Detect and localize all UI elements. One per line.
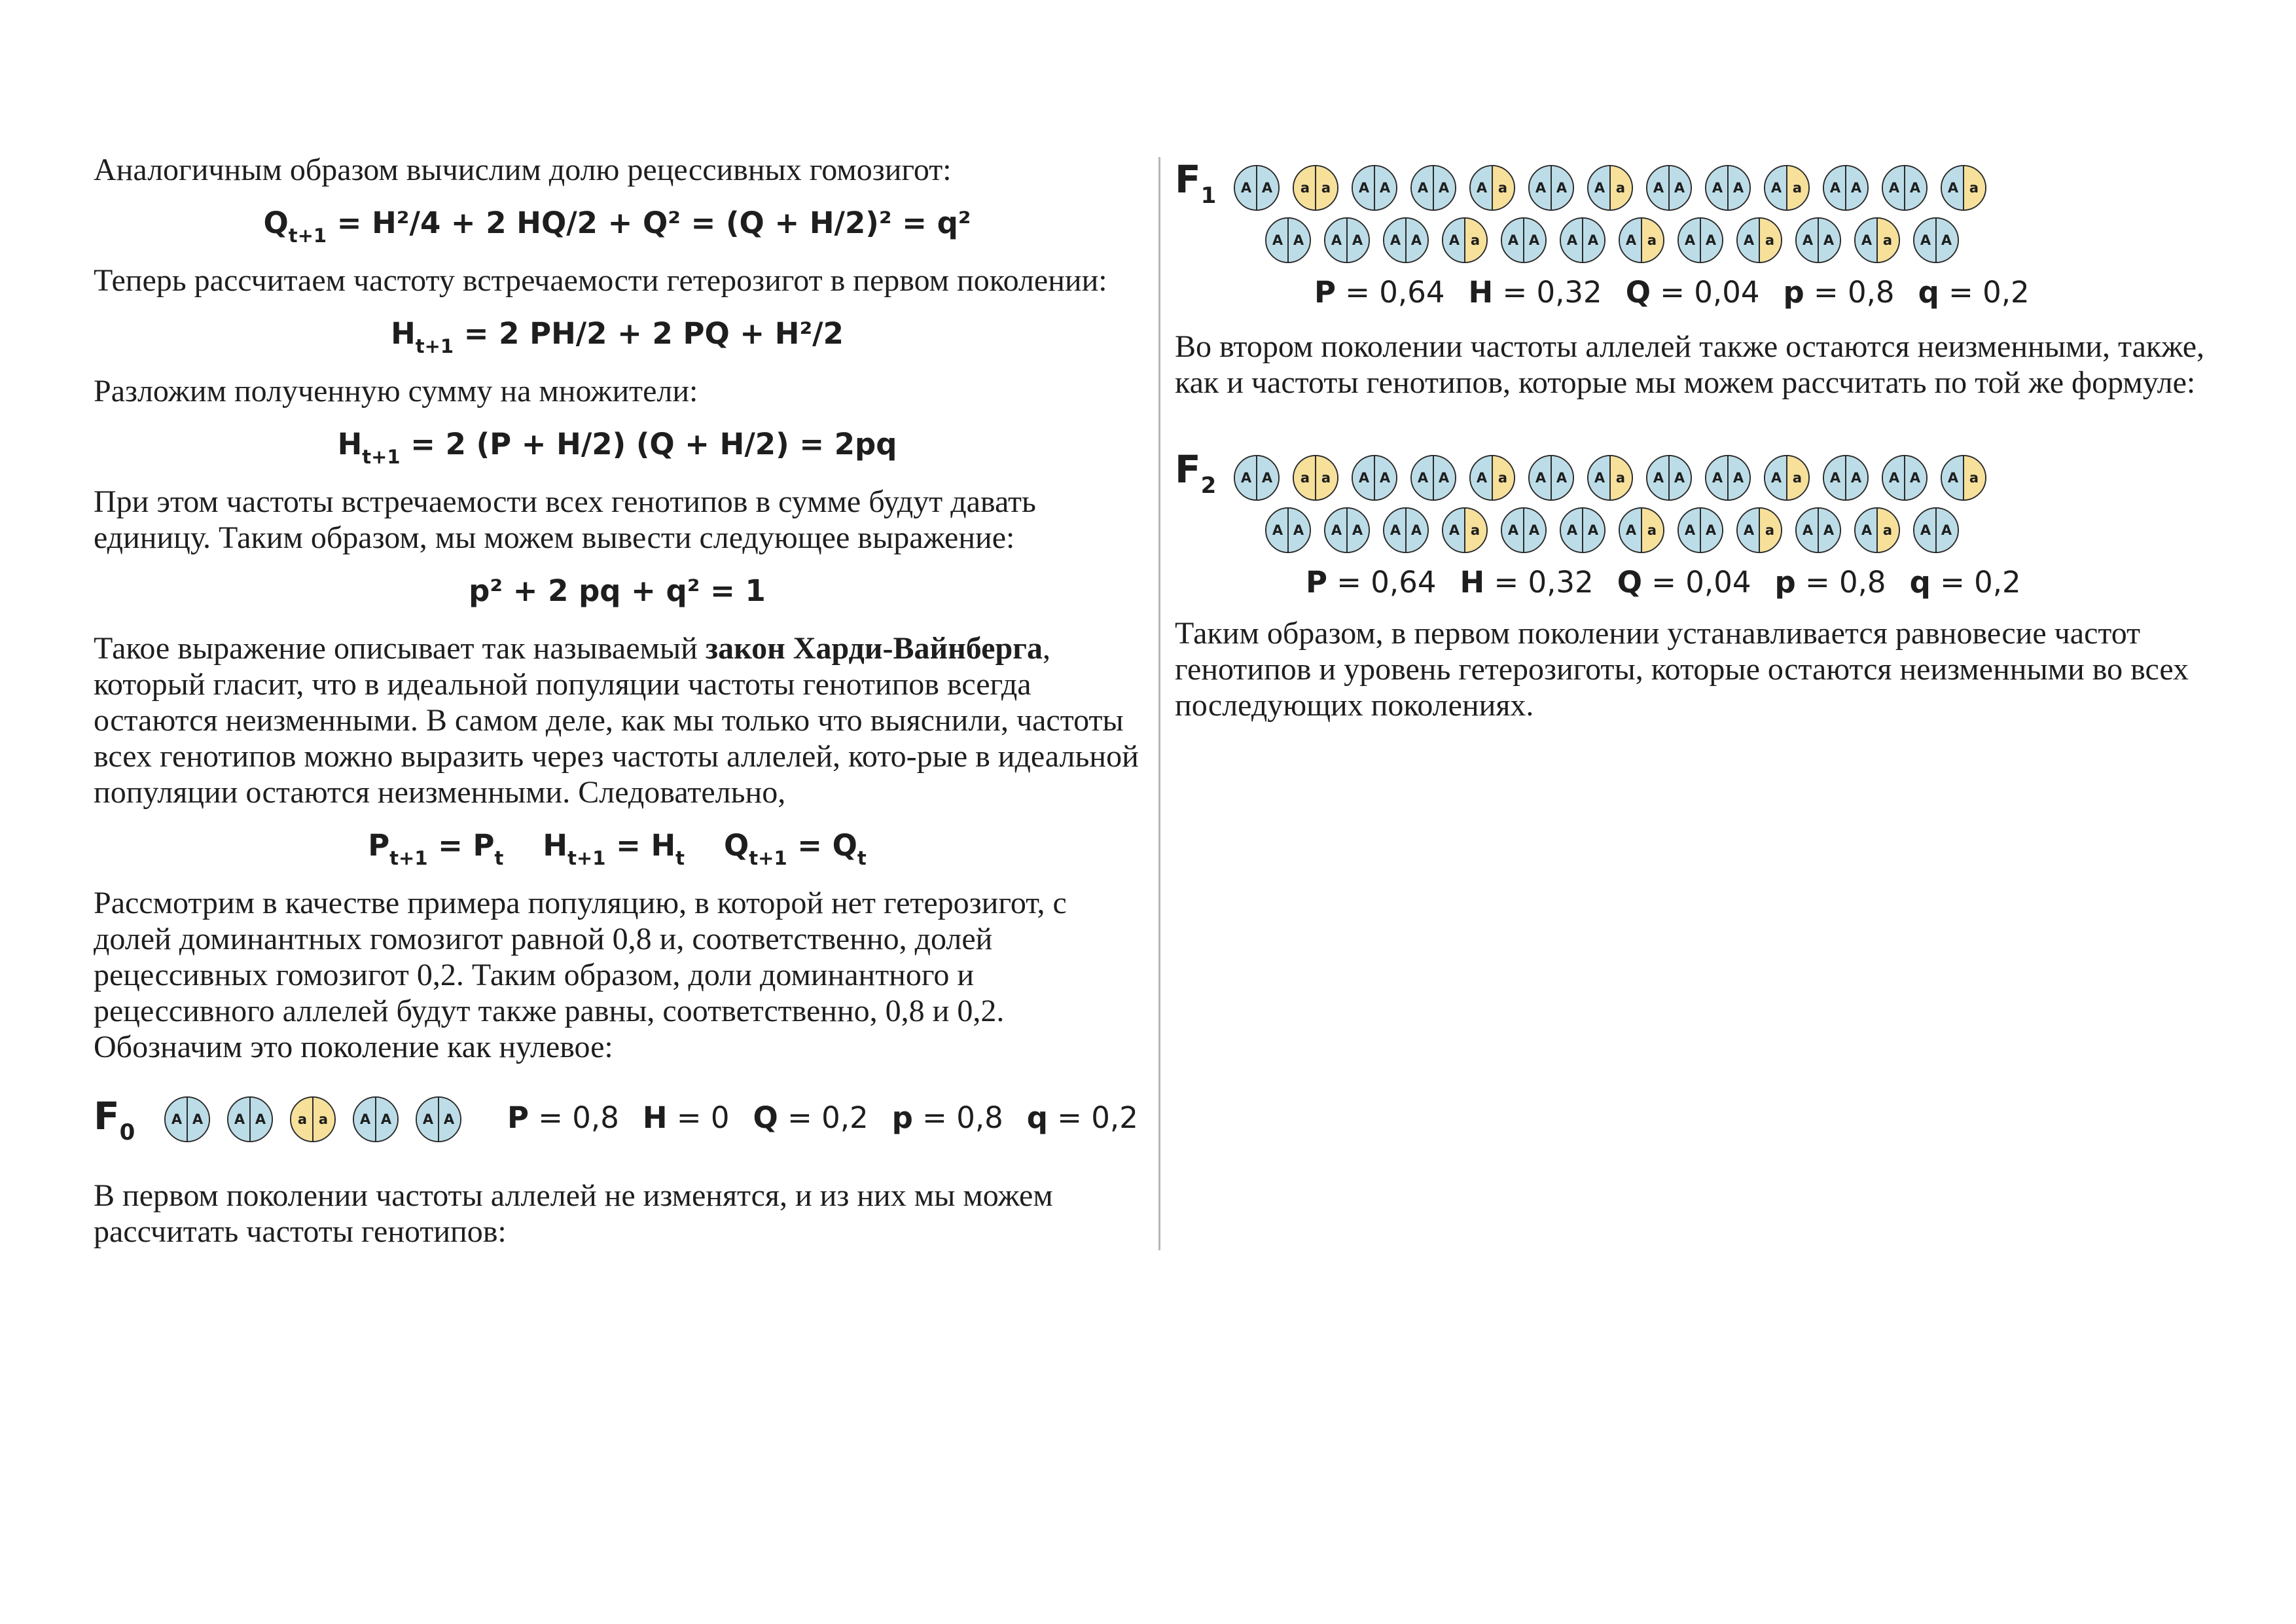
paragraph-sum-unity: При этом частоты встречаемости всех генотипов в сумме будут давать единицу. Таким образом, мы можем вывести следующее выражение: (94, 484, 1036, 555)
genotype-Aa-circle (1587, 165, 1633, 211)
allele-label: a (1316, 456, 1337, 499)
paragraph-second-generation: Во втором поколении частоты аллелей также остаются неизменными, также, как и частоты генотипов, которые мы можем рассчитать по той же формуле: (1175, 329, 2205, 400)
stat-value: = 0 (667, 1100, 730, 1135)
genotype-AA-circle (1234, 455, 1280, 501)
allele-label: A (1561, 509, 1583, 552)
allele-label: A (1588, 456, 1611, 499)
genotype-AA-circle (1383, 507, 1429, 553)
generation-index: 2 (1200, 473, 1217, 499)
allele-label: A (1942, 456, 1964, 499)
allele-label: A (1353, 456, 1375, 499)
stat-p (1774, 565, 1886, 600)
allele-label: A (1729, 166, 1749, 209)
allele-label: A (1412, 166, 1434, 209)
generation-stats (1306, 565, 2045, 600)
formula-symbol: P (368, 828, 390, 863)
stat-label: q (1909, 565, 1931, 600)
allele-label: A (1375, 166, 1396, 209)
allele-label: A (1471, 166, 1493, 209)
allele-label: a (1316, 166, 1337, 209)
stat-label: Q (1617, 565, 1642, 600)
allele-label: A (1384, 509, 1407, 552)
stat-label: P (1314, 275, 1336, 310)
genotype-Aa-circle (1587, 455, 1633, 501)
stat-label: P (507, 1100, 529, 1135)
allele-label: A (1679, 219, 1701, 262)
stat-label: q (1918, 275, 1939, 310)
genotype-AA-circle (1324, 217, 1370, 263)
allele-label: a (314, 1098, 334, 1141)
allele-label: A (188, 1098, 209, 1141)
formula-hardy-weinberg: p² + 2 pq + q² = 1 (469, 573, 766, 608)
allele-label: A (1353, 166, 1375, 209)
allele-label: A (1846, 166, 1867, 209)
genotype-Aa-circle (1764, 455, 1810, 501)
formula-expression: = 2 PH/2 + 2 PQ + H²/2 (454, 316, 844, 351)
allele-label: A (1883, 456, 1905, 499)
stat-p (1783, 275, 1894, 310)
allele-label: a (1294, 456, 1316, 499)
stat-value: = 0,64 (1327, 565, 1437, 600)
allele-label: A (1701, 219, 1722, 262)
allele-label: a (291, 1098, 314, 1141)
genotype-Aa-circle (1469, 455, 1515, 501)
genotype-AA-circle (1234, 165, 1280, 211)
genotype-Aa-circle (1619, 217, 1664, 263)
stat-value: = 0,8 (1804, 275, 1895, 310)
generation-label (94, 1094, 135, 1146)
genotype-AA-circle (1795, 507, 1841, 553)
allele-label: a (1493, 456, 1514, 499)
genotype-AA-circle (1646, 165, 1692, 211)
stat-label: H (1460, 565, 1485, 600)
genotype-AA-circle (1501, 507, 1547, 553)
formula-q-next (94, 204, 1141, 247)
formula-subscript: t+1 (362, 446, 401, 468)
genotype-AA-circle (1410, 455, 1456, 501)
generation-letter: F (1175, 157, 1201, 202)
allele-label: A (1325, 219, 1348, 262)
genotype-AA-circle (1882, 165, 1928, 211)
stat-label: Q (1625, 275, 1651, 310)
formula-subscript: t (857, 847, 867, 869)
stat-P (1306, 565, 1437, 600)
law-name: закон Харди-Вайнберга (705, 631, 1043, 666)
genotype-AA-circle (1265, 217, 1311, 263)
generation-letter: F (94, 1094, 120, 1138)
allele-label: A (1588, 166, 1611, 209)
allele-label: A (1561, 219, 1583, 262)
paragraph-recessive-intro: Аналогичным образом вычислим долю рецессивных гомозигот: (94, 153, 952, 187)
stat-q (1918, 275, 2030, 310)
allele-label: A (1797, 509, 1819, 552)
allele-label: A (1797, 219, 1819, 262)
genotype-row (1265, 217, 1959, 263)
allele-label: A (1235, 166, 1257, 209)
stat-label: q (1026, 1100, 1048, 1135)
allele-label: A (1729, 456, 1749, 499)
genotype-row (1265, 507, 1959, 553)
allele-label: a (1465, 219, 1486, 262)
genotype-AA-circle (1882, 455, 1928, 501)
allele-label: A (1502, 509, 1524, 552)
formula-subscript: t+1 (288, 225, 327, 247)
genotype-AA-circle (1265, 507, 1311, 553)
genotype-AA-circle (1410, 165, 1456, 211)
allele-label: A (1905, 456, 1926, 499)
allele-label: a (1964, 166, 1985, 209)
genotype-Aa-circle (1941, 165, 1986, 211)
genotype-AA-circle (1823, 455, 1869, 501)
allele-label: A (1434, 456, 1455, 499)
generation-stats (507, 1100, 1162, 1135)
allele-label: a (1760, 219, 1781, 262)
allele-label: A (228, 1098, 251, 1141)
allele-label: A (1235, 456, 1257, 499)
stat-value: = 0,8 (912, 1100, 1003, 1135)
genotype-Aa-circle (1619, 507, 1664, 553)
allele-label: A (1647, 456, 1670, 499)
genotype-AA-circle (227, 1096, 273, 1142)
paragraph-factorize: Разложим полученную сумму на множители: (94, 374, 698, 408)
allele-label: A (1883, 166, 1905, 209)
genotype-AA-circle (1560, 507, 1605, 553)
allele-label: A (1325, 509, 1348, 552)
allele-label: A (1552, 456, 1573, 499)
genotype-AA-circle (416, 1096, 461, 1142)
genotype-AA-circle (1677, 217, 1723, 263)
allele-label: A (1647, 166, 1670, 209)
allele-label: A (1937, 509, 1958, 552)
allele-label: A (1905, 166, 1926, 209)
allele-label: A (1289, 219, 1310, 262)
formula-expression: = Q (787, 828, 857, 863)
stat-P (1314, 275, 1445, 310)
paragraph-hardy-weinberg-law (94, 630, 1141, 810)
formula-symbol: H (543, 828, 568, 863)
genotype-Aa-circle (1736, 217, 1782, 263)
genotype-AA-circle (1913, 217, 1959, 263)
allele-label: A (1289, 509, 1310, 552)
stat-value: = 0,32 (1493, 275, 1602, 310)
stat-p (892, 1100, 1003, 1135)
allele-label: A (1434, 166, 1455, 209)
formula-expression: = H (605, 828, 676, 863)
genotype-aa-circle (1293, 455, 1338, 501)
allele-label: a (1294, 166, 1316, 209)
allele-label: A (1471, 456, 1493, 499)
stat-value: = 0,2 (1930, 565, 2021, 600)
allele-label: A (1765, 456, 1787, 499)
allele-label: A (1443, 509, 1465, 552)
stat-P (507, 1100, 619, 1135)
stat-label: H (642, 1100, 668, 1135)
allele-label: A (1266, 509, 1289, 552)
formula-expression: = H²/4 + 2 HQ/2 + Q² = (Q + H/2)² = q² (327, 206, 971, 240)
allele-label: A (1738, 509, 1760, 552)
allele-label: A (1530, 166, 1552, 209)
stat-value: = 0,2 (778, 1100, 869, 1135)
genotype-Aa-circle (1469, 165, 1515, 211)
paragraph-heterozygote-intro: Теперь рассчитаем частоту встречаемости гетерозигот в первом поколении: (94, 263, 1107, 298)
allele-label: A (1765, 166, 1787, 209)
allele-label: A (1824, 166, 1846, 209)
allele-label: A (1942, 166, 1964, 209)
allele-label: A (1407, 509, 1427, 552)
genotype-Aa-circle (1442, 217, 1488, 263)
allele-label: A (1407, 219, 1427, 262)
genotype-AA-circle (1324, 507, 1370, 553)
left-column (94, 152, 1141, 1269)
stat-value: = 0,04 (1650, 275, 1760, 310)
allele-label: A (1524, 219, 1545, 262)
allele-label: A (1701, 509, 1722, 552)
formula-symbol: H (337, 427, 363, 461)
allele-label: A (354, 1098, 376, 1141)
genotype-AA-circle (1677, 507, 1723, 553)
allele-label: a (1465, 509, 1486, 552)
allele-label: A (1348, 219, 1369, 262)
genotype-AA-circle (164, 1096, 210, 1142)
generation-label (1175, 447, 1217, 499)
genotype-AA-circle (1352, 455, 1397, 501)
allele-label: a (1642, 219, 1663, 262)
allele-label: A (1412, 456, 1434, 499)
formula-expression: = P (427, 828, 495, 863)
genotype-Aa-circle (1854, 217, 1900, 263)
genotype-AA-circle (1560, 217, 1605, 263)
formula-symbol: Q (724, 828, 749, 863)
stat-Q (753, 1100, 869, 1135)
allele-label: A (1819, 509, 1840, 552)
allele-label: A (1856, 219, 1878, 262)
allele-label: A (1524, 509, 1545, 552)
paragraph-first-generation: В первом поколении частоты аллелей не изменятся, и из них мы можем рассчитать частоты генотипов: (94, 1178, 1053, 1249)
genotype-Aa-circle (1736, 507, 1782, 553)
allele-label: a (1878, 219, 1899, 262)
allele-label: A (1856, 509, 1878, 552)
allele-label: A (1375, 456, 1396, 499)
allele-label: A (1670, 166, 1691, 209)
genotype-AA-circle (1913, 507, 1959, 553)
formula-symbol: H (391, 316, 416, 351)
paragraph-example-population: Рассмотрим в качестве примера популяцию, в которой нет гетерозигот, с долей доминантных гомозигот равной 0,8 и, соответственно, долей рецессивных гомозигот 0,2. Таким образом, доли доминантного и рецессивного аллелей будут также равны, соответственно, 0,8 и 0,2. Обозначим это поколение как нулевое: (94, 886, 1067, 1064)
allele-label: A (439, 1098, 460, 1141)
formula-subscript: t+1 (389, 847, 428, 869)
text-run: , который гласит, что в идеальной популяции частоты генотипов всегда остаются неизменными. В самом деле, как мы только что выяснили, частоты всех генотипов можно выразить через частоты аллелей, кото-рые в идеальной популяции остаются неизменными. Следовательно, (94, 631, 1139, 810)
genotype-Aa-circle (1764, 165, 1810, 211)
allele-label: A (1552, 166, 1573, 209)
stat-H (643, 1100, 730, 1135)
allele-label: A (1706, 166, 1729, 209)
generation-f2 (1175, 442, 2229, 612)
generation-f1 (1175, 152, 2229, 322)
allele-label: A (1620, 219, 1642, 262)
allele-label: A (1738, 219, 1760, 262)
allele-label: A (1914, 509, 1937, 552)
allele-label: A (251, 1098, 272, 1141)
allele-label: a (1760, 509, 1781, 552)
allele-label: A (1914, 219, 1937, 262)
stat-H (1469, 275, 1602, 310)
formula-subscript: t+1 (749, 847, 787, 869)
allele-label: A (1620, 509, 1642, 552)
genotype-Aa-circle (1854, 507, 1900, 553)
allele-label: A (1257, 166, 1278, 209)
allele-label: A (1502, 219, 1524, 262)
formula-stability (94, 826, 1141, 869)
allele-label: A (1443, 219, 1465, 262)
allele-label: a (1787, 456, 1808, 499)
allele-label: A (166, 1098, 188, 1141)
formula-symbol: Q (263, 206, 289, 240)
generation-f0 (94, 1085, 1141, 1163)
stat-q (1027, 1100, 1138, 1135)
stat-Q (1626, 275, 1760, 310)
allele-label: A (1679, 509, 1701, 552)
genotype-AA-circle (1705, 165, 1751, 211)
allele-label: A (1384, 219, 1407, 262)
allele-label: A (1824, 456, 1846, 499)
formula-subscript: t (675, 847, 685, 869)
stat-label: p (1783, 275, 1804, 310)
allele-label: A (1819, 219, 1840, 262)
allele-label: A (417, 1098, 439, 1141)
allele-label: A (1530, 456, 1552, 499)
allele-label: a (1493, 166, 1514, 209)
allele-label: a (1964, 456, 1985, 499)
allele-label: a (1611, 456, 1632, 499)
allele-label: a (1878, 509, 1899, 552)
stat-H (1460, 565, 1594, 600)
stat-value: = 0,32 (1484, 565, 1594, 600)
genotype-AA-circle (1383, 217, 1429, 263)
formula-h-next (94, 314, 1141, 357)
genotype-AA-circle (1352, 165, 1397, 211)
allele-label: A (1846, 456, 1867, 499)
stat-value: = 0,8 (528, 1100, 619, 1135)
genotype-AA-circle (1646, 455, 1692, 501)
genotype-row (1234, 455, 1986, 501)
allele-label: A (376, 1098, 397, 1141)
stat-label: Q (753, 1100, 778, 1135)
allele-label: a (1611, 166, 1632, 209)
allele-label: A (1937, 219, 1958, 262)
allele-label: A (1706, 456, 1729, 499)
genotype-AA-circle (1823, 165, 1869, 211)
genotype-row (1234, 165, 1986, 211)
stat-label: H (1468, 275, 1494, 310)
allele-label: A (1266, 219, 1289, 262)
column-divider (1158, 157, 1160, 1250)
stat-value: = 0,2 (1047, 1100, 1138, 1135)
generation-letter: F (1175, 447, 1201, 492)
formula-subscript: t (494, 847, 504, 869)
genotype-AA-circle (1705, 455, 1751, 501)
generation-stats (1314, 275, 2053, 310)
generation-index: 0 (119, 1119, 135, 1146)
stat-label: p (1774, 565, 1796, 600)
allele-label: a (1787, 166, 1808, 209)
stat-value: = 0,04 (1641, 565, 1751, 600)
allele-label: a (1642, 509, 1663, 552)
genotype-AA-circle (1795, 217, 1841, 263)
formula-subscript: t+1 (567, 847, 606, 869)
stat-q (1910, 565, 2021, 600)
allele-label: A (1348, 509, 1369, 552)
genotype-Aa-circle (1442, 507, 1488, 553)
genotype-Aa-circle (1941, 455, 1986, 501)
allele-label: A (1583, 219, 1604, 262)
paragraph-conclusion: Таким образом, в первом поколении устанавливается равновесие частот генотипов и уровень гетерозиготы, которые остаются неизменными во всех последующих поколениях. (1175, 616, 2189, 723)
genotype-AA-circle (1528, 455, 1574, 501)
stat-label: p (891, 1100, 913, 1135)
genotype-AA-circle (1501, 217, 1547, 263)
allele-label: A (1583, 509, 1604, 552)
formula-expression: = 2 (P + H/2) (Q + H/2) = 2pq (400, 427, 897, 461)
generation-label (1175, 157, 1217, 209)
stat-value: = 0,8 (1795, 565, 1886, 600)
genotype-AA-circle (353, 1096, 399, 1142)
genotype-aa-circle (290, 1096, 336, 1142)
generation-index: 1 (1200, 183, 1217, 209)
genotype-row (164, 1096, 461, 1142)
formula-subscript: t+1 (415, 335, 454, 357)
genotype-aa-circle (1293, 165, 1338, 211)
allele-label: A (1257, 456, 1278, 499)
text-run: Такое выражение описывает так называемый (94, 631, 706, 666)
formula-h-factored (94, 425, 1141, 468)
genotype-AA-circle (1528, 165, 1574, 211)
stat-label: P (1306, 565, 1327, 600)
allele-label: A (1670, 456, 1691, 499)
stat-value: = 0,2 (1939, 275, 2030, 310)
stat-Q (1617, 565, 1751, 600)
stat-value: = 0,64 (1335, 275, 1445, 310)
